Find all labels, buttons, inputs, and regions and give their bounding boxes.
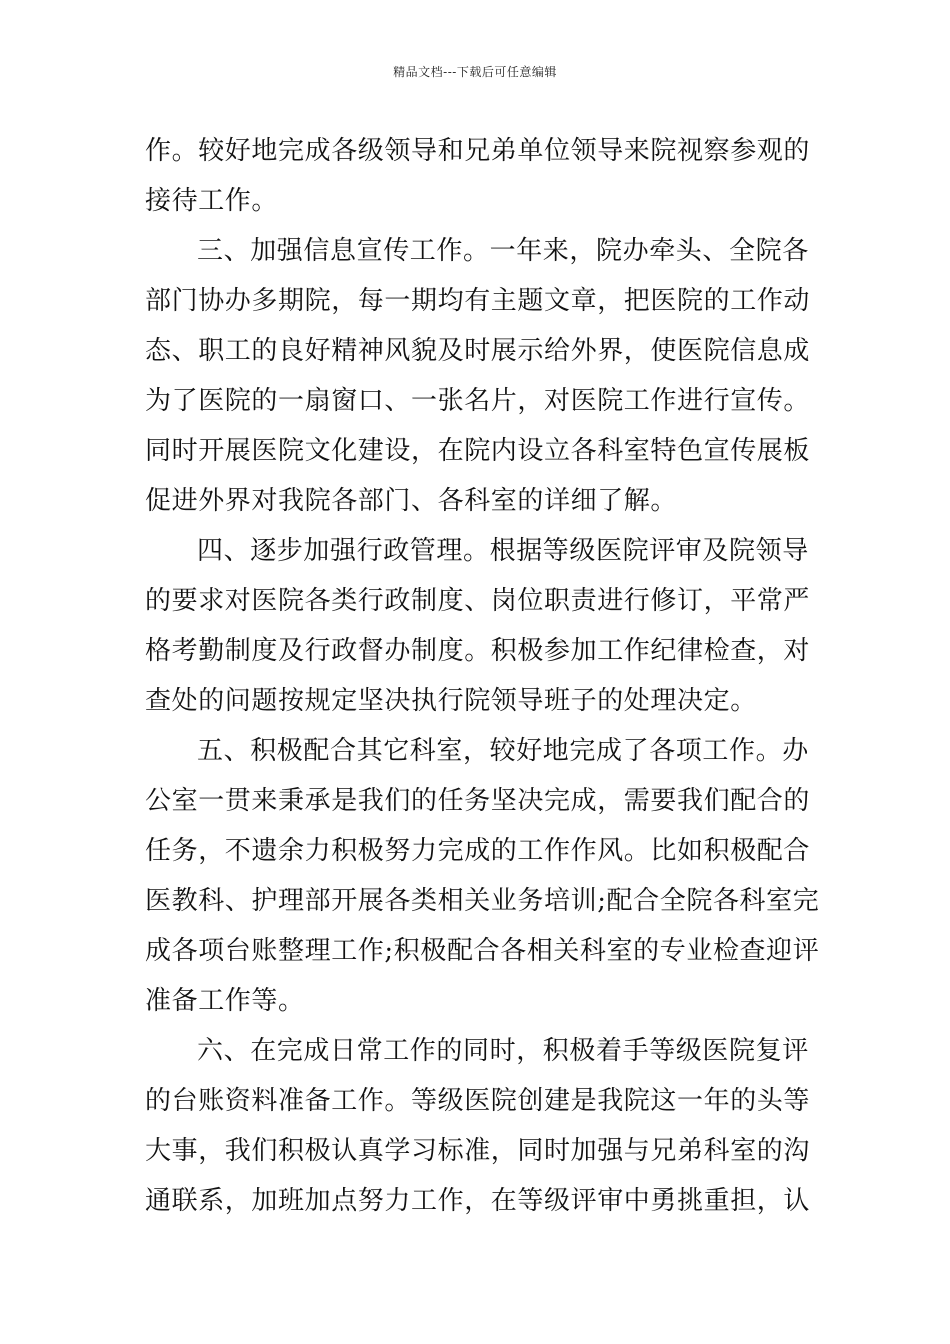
text-line: 任务，不遗余力积极努力完成的工作作风。比如积极配合 [145, 836, 811, 866]
text-line: 同时开展医院文化建设，在院内设立各科室特色宣传展板 [145, 436, 811, 466]
text-line: 的台账资料准备工作。等级医院创建是我院这一年的头等 [145, 1086, 811, 1116]
page-header: 精品文档---下载后可任意编辑 [393, 65, 557, 79]
text-line: 查处的问题按规定坚决执行院领导班子的处理决定。 [145, 686, 757, 716]
text-line: 促进外界对我院各部门、各科室的详细了解。 [145, 486, 678, 516]
text-line: 为了医院的一扇窗口、一张名片，对医院工作进行宣传。 [145, 386, 811, 416]
text-line: 大事，我们积极认真学习标准，同时加强与兄弟科室的沟 [145, 1136, 811, 1166]
text-line: 公室一贯来秉承是我们的任务坚决完成，需要我们配合的 [145, 786, 811, 816]
paragraph-first-line: 四、逐步加强行政管理。根据等级医院评审及院领导 [197, 536, 809, 566]
text-line: 准备工作等。 [145, 986, 305, 1016]
text-line: 接待工作。 [145, 186, 279, 216]
text-line: 成各项台账整理工作;积极配合各相关科室的专业检查迎评 [145, 936, 820, 966]
text-line: 作。较好地完成各级领导和兄弟单位领导来院视察参观的 [145, 136, 811, 166]
text-line: 部门协办多期院，每一期均有主题文章，把医院的工作动 [145, 286, 811, 316]
text-line: 通联系，加班加点努力工作，在等级评审中勇挑重担，认 [145, 1186, 811, 1216]
paragraph-first-line: 六、在完成日常工作的同时，积极着手等级医院复评 [197, 1036, 809, 1066]
paragraph-first-line: 五、积极配合其它科室，较好地完成了各项工作。办 [197, 736, 809, 766]
text-line: 医教科、护理部开展各类相关业务培训;配合全院各科室完 [145, 886, 820, 916]
text-line: 格考勤制度及行政督办制度。积极参加工作纪律检查，对 [145, 636, 811, 666]
text-line: 态、职工的良好精神风貌及时展示给外界，使医院信息成 [145, 336, 811, 366]
document-body [145, 126, 820, 1226]
paragraph-first-line: 三、加强信息宣传工作。一年来，院办牵头、全院各 [197, 236, 809, 266]
text-line: 的要求对医院各类行政制度、岗位职责进行修订，平常严 [145, 586, 811, 616]
